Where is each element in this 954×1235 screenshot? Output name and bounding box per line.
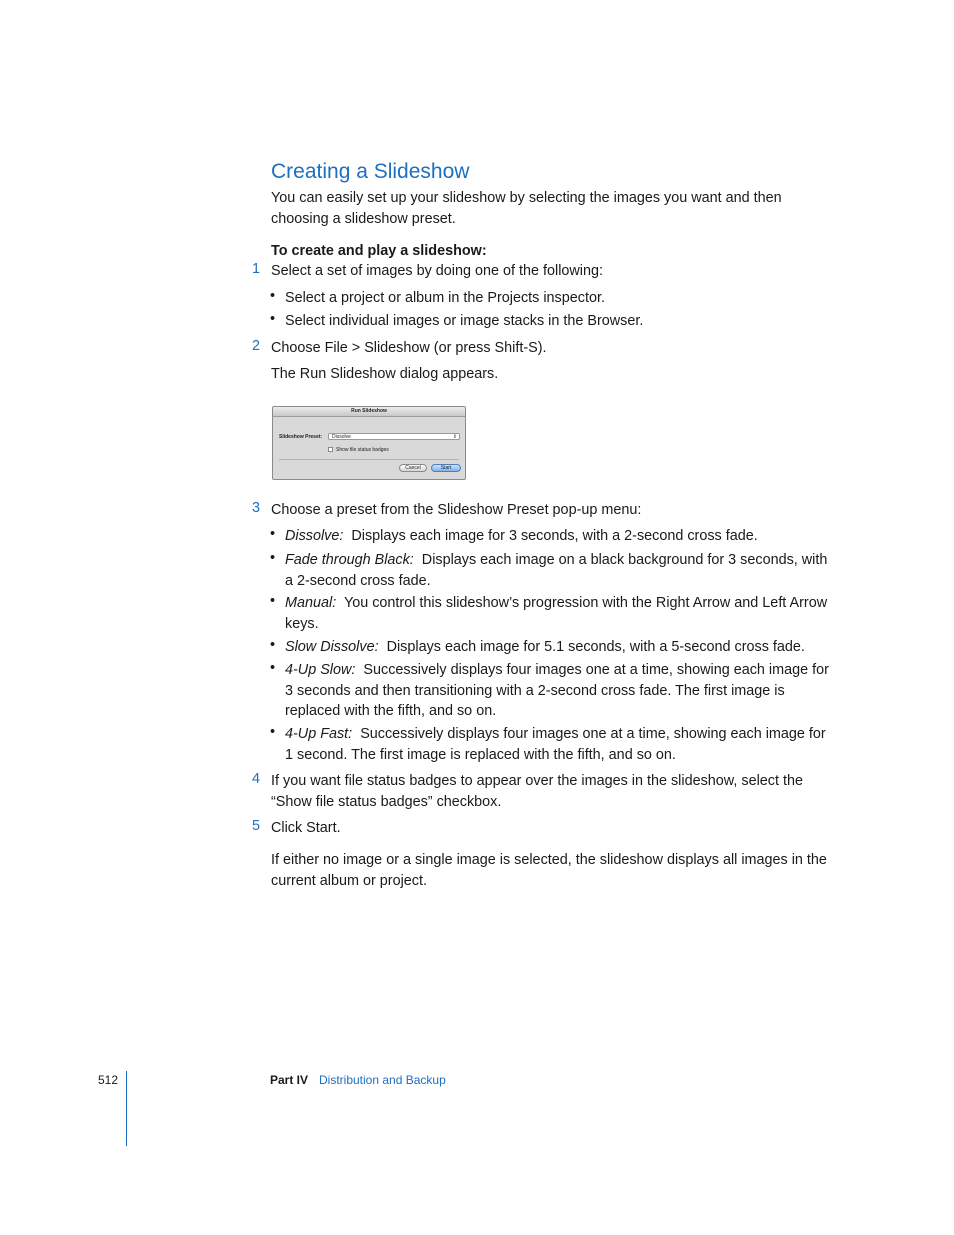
step-number: 5 bbox=[252, 818, 261, 834]
updown-arrows-icon: ⇕ bbox=[452, 434, 457, 440]
preset-desc: Displays each image for 3 seconds, with a 2-second cross fade. bbox=[351, 528, 758, 544]
step-number: 1 bbox=[252, 261, 261, 277]
preset-desc: Successively displays four images one at a time, showing each image for 1 second. The first image is replaced with the fifth, and so on. bbox=[285, 726, 826, 763]
bullet: • bbox=[270, 526, 276, 542]
preset-term: Dissolve: bbox=[285, 528, 344, 544]
list-item bbox=[285, 550, 830, 591]
preset-term: 4-Up Slow: bbox=[285, 662, 356, 678]
checkbox-label: Show file status badges bbox=[336, 447, 389, 453]
step-text: Choose File > Slideshow (or press Shift-S). bbox=[271, 340, 547, 356]
step-number: 4 bbox=[252, 771, 261, 787]
page-number: 512 bbox=[98, 1073, 119, 1087]
bullet: • bbox=[270, 660, 276, 676]
bullet: • bbox=[270, 550, 276, 566]
bullet: • bbox=[270, 724, 276, 740]
preset-desc: Displays each image for 5.1 seconds, with a 5-second cross fade. bbox=[386, 639, 805, 655]
preset-term: Fade through Black: bbox=[285, 552, 414, 568]
bullet: • bbox=[270, 637, 276, 653]
preset-desc: Displays each image on a black background for 3 seconds, with a 2-second cross fade. bbox=[285, 552, 828, 589]
start-button[interactable]: Start bbox=[431, 464, 461, 472]
footer-section: Distribution and Backup bbox=[319, 1073, 446, 1087]
footer-part: Part IV bbox=[270, 1073, 309, 1087]
preset-term: Slow Dissolve: bbox=[285, 639, 379, 655]
page-title: Creating a Slideshow bbox=[271, 160, 470, 183]
list-item bbox=[285, 637, 830, 658]
list-item bbox=[285, 593, 830, 634]
bullet: • bbox=[270, 593, 276, 609]
divider bbox=[279, 459, 459, 460]
step-result: The Run Slideshow dialog appears. bbox=[271, 366, 499, 382]
preset-select[interactable] bbox=[328, 433, 460, 440]
step-text: Choose a preset from the Slideshow Preset pop-up menu: bbox=[271, 502, 642, 518]
bullet: • bbox=[270, 288, 276, 304]
preset-desc: You control this slideshow’s progression with the Right Arrow and Left Arrow keys. bbox=[285, 595, 828, 632]
closing-paragraph: If either no image or a single image is selected, the slideshow displays all images in the current album or project. bbox=[271, 852, 827, 889]
preset-term: 4-Up Fast: bbox=[285, 726, 353, 742]
list-item bbox=[285, 526, 830, 547]
procedure-heading: To create and play a slideshow: bbox=[271, 243, 487, 259]
footer-rule bbox=[126, 1071, 127, 1146]
preset-label: Slideshow Preset: bbox=[279, 434, 323, 440]
step-number: 2 bbox=[252, 338, 261, 354]
list-item bbox=[285, 724, 830, 765]
step-text: Select a set of images by doing one of the following: bbox=[271, 263, 603, 279]
cancel-button[interactable]: Cancel bbox=[399, 464, 427, 472]
bullet: • bbox=[270, 311, 276, 327]
step-text: If you want file status badges to appear over the images in the slideshow, select the “Show file status badges” checkbox. bbox=[271, 773, 803, 810]
step-text: Click Start. bbox=[271, 820, 341, 836]
intro-paragraph: You can easily set up your slideshow by selecting the images you want and then choosing a slideshow preset. bbox=[271, 190, 782, 227]
run-slideshow-dialog bbox=[272, 406, 466, 480]
step-number: 3 bbox=[252, 500, 261, 516]
list-item: Select a project or album in the Projects inspector. bbox=[285, 290, 605, 306]
preset-term: Manual: bbox=[285, 595, 337, 611]
status-badges-checkbox[interactable] bbox=[328, 447, 333, 452]
list-item: Select individual images or image stacks in the Browser. bbox=[285, 313, 644, 329]
list-item bbox=[285, 660, 830, 722]
dialog-title: Run Slideshow bbox=[273, 407, 465, 417]
preset-desc: Successively displays four images one at a time, showing each image for 3 seconds and then transitioning with a 2-second cross fade. The first image is replaced with the fifth, and so on. bbox=[285, 662, 829, 719]
preset-value: Dissolve bbox=[332, 434, 351, 440]
